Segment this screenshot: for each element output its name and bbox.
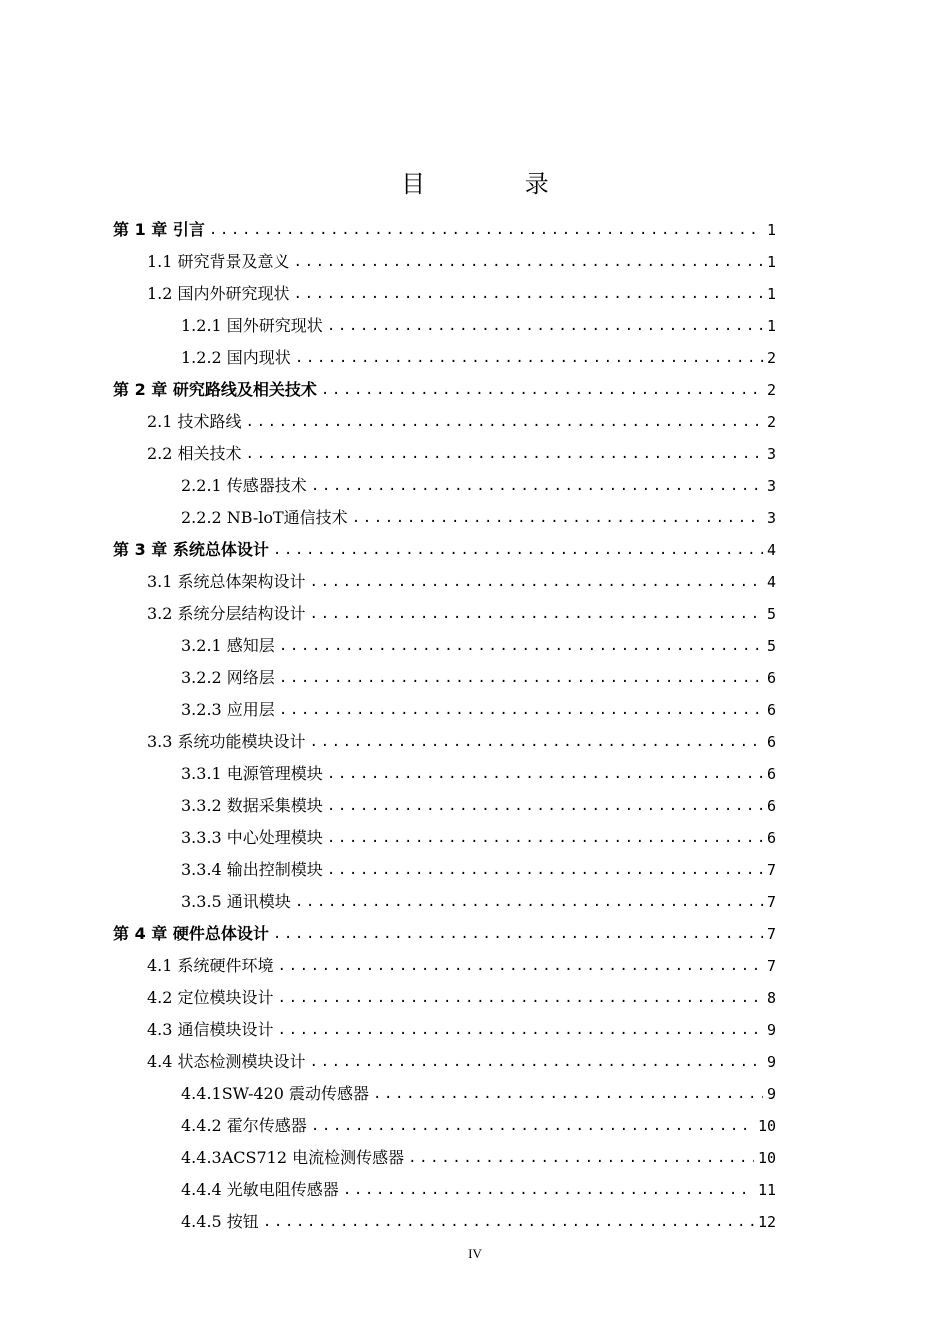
toc-entry-page: 3 — [766, 445, 776, 463]
toc-entry-label: 3.3 系统功能模块设计 — [147, 732, 306, 751]
page-number: IV — [468, 1246, 482, 1261]
toc-entry[interactable] — [181, 1172, 776, 1200]
toc-entry[interactable] — [181, 468, 776, 496]
toc-dot-leader — [352, 508, 763, 528]
toc-entry-label: 4.4.5 按钮 — [181, 1212, 259, 1231]
toc-entry-label: 1.1 研究背景及意义 — [147, 252, 290, 271]
toc-entry-page: 4 — [766, 541, 776, 559]
toc-entry-label: 1.2 国内外研究现状 — [147, 284, 290, 303]
toc-entry-label: 3.3.5 通讯模块 — [181, 892, 291, 911]
toc-entry-label: 4.4.1SW-420 震动传感器 — [181, 1084, 369, 1103]
toc-entry[interactable] — [181, 340, 776, 368]
toc-entry-label: 4.4.4 光敏电阻传感器 — [181, 1180, 339, 1199]
toc-entry-label: 1.2.2 国内现状 — [181, 348, 291, 367]
toc-dot-leader — [408, 1148, 754, 1168]
toc-entry-page: 6 — [766, 733, 776, 751]
toc-entry-label: 3.3.4 输出控制模块 — [181, 860, 323, 879]
toc-entry[interactable] — [181, 1108, 776, 1136]
toc-dot-leader — [321, 380, 763, 400]
toc-entry-page: 1 — [766, 221, 776, 239]
toc-entry[interactable] — [147, 564, 776, 592]
toc-entry[interactable] — [181, 1076, 776, 1104]
toc-entry-page: 6 — [766, 797, 776, 815]
toc-entry-label: 2.2 相关技术 — [147, 444, 242, 463]
toc-entry-page: 11 — [757, 1181, 776, 1199]
toc-entry-page: 3 — [766, 509, 776, 527]
toc-entry-page: 7 — [766, 925, 776, 943]
toc-entry-label: 3.2.3 应用层 — [181, 700, 275, 719]
toc-entry-page: 1 — [766, 285, 776, 303]
toc-entry-label: 3.3.1 电源管理模块 — [181, 764, 323, 783]
toc-entry[interactable] — [147, 724, 776, 752]
page-title: 目 录 — [401, 170, 595, 198]
toc-entry-page: 1 — [766, 317, 776, 335]
toc-entry[interactable] — [147, 948, 776, 976]
toc-dot-leader — [327, 828, 763, 848]
toc-entry-page: 9 — [766, 1021, 776, 1039]
toc-entry[interactable] — [181, 1140, 776, 1168]
toc-entry-label: 3.3.2 数据采集模块 — [181, 796, 323, 815]
toc-dot-leader — [327, 764, 763, 784]
toc-dot-leader — [278, 988, 763, 1008]
toc-dot-leader — [327, 316, 763, 336]
toc-entry-label: 2.2.1 传感器技术 — [181, 476, 307, 495]
toc-dot-leader — [343, 1180, 754, 1200]
toc-entry-label: 第 1 章 引言 — [113, 220, 205, 239]
toc-entry-page: 5 — [766, 637, 776, 655]
toc-entry[interactable] — [181, 660, 776, 688]
toc-entry-label: 3.2.1 感知层 — [181, 636, 275, 655]
toc-entry[interactable] — [181, 628, 776, 656]
toc-entry-label: 4.3 通信模块设计 — [147, 1020, 274, 1039]
toc-entry[interactable] — [147, 276, 776, 304]
toc-entry-label: 1.2.1 国外研究现状 — [181, 316, 323, 335]
toc-entry-page: 3 — [766, 477, 776, 495]
toc-entry-page: 8 — [766, 989, 776, 1007]
toc-entry[interactable] — [181, 1204, 776, 1232]
toc-entry-page: 7 — [766, 893, 776, 911]
toc-entry[interactable] — [147, 244, 776, 272]
toc-dot-leader — [327, 860, 763, 880]
toc-entry[interactable] — [147, 596, 776, 624]
toc-dot-leader — [311, 1116, 754, 1136]
toc-dot-leader — [278, 956, 763, 976]
toc-entry-label: 3.3.3 中心处理模块 — [181, 828, 323, 847]
toc-entry-page: 2 — [766, 381, 776, 399]
toc-dot-leader — [246, 444, 763, 464]
toc-dot-leader — [310, 1052, 763, 1072]
toc-entry-label: 第 3 章 系统总体设计 — [113, 540, 269, 559]
toc-dot-leader — [279, 668, 763, 688]
toc-entry[interactable] — [181, 820, 776, 848]
toc-dot-leader — [310, 604, 763, 624]
toc-dot-leader — [327, 796, 763, 816]
toc-entry-page: 7 — [766, 957, 776, 975]
toc-entry[interactable] — [147, 980, 776, 1008]
toc-dot-leader — [263, 1212, 754, 1232]
toc-entry[interactable] — [147, 1044, 776, 1072]
toc-entry-page: 6 — [766, 829, 776, 847]
toc-entry-page: 5 — [766, 605, 776, 623]
toc-entry-label: 4.4 状态检测模块设计 — [147, 1052, 306, 1071]
toc-entry-page: 10 — [757, 1149, 776, 1167]
toc-entry-page: 10 — [757, 1117, 776, 1135]
toc-dot-leader — [279, 636, 763, 656]
toc-dot-leader — [246, 412, 763, 432]
toc-entry-page: 1 — [766, 253, 776, 271]
toc-entry[interactable] — [147, 404, 776, 432]
toc-entry-page: 9 — [766, 1085, 776, 1103]
toc-entry-label: 4.1 系统硬件环境 — [147, 956, 274, 975]
toc-entry-page: 7 — [766, 861, 776, 879]
toc-entry-page: 4 — [766, 573, 776, 591]
toc-entry[interactable] — [181, 788, 776, 816]
toc-entry[interactable] — [113, 372, 776, 400]
toc-dot-leader — [278, 1020, 763, 1040]
toc-dot-leader — [310, 572, 763, 592]
toc-dot-leader — [373, 1084, 763, 1104]
toc-entry[interactable] — [181, 756, 776, 784]
toc-dot-leader — [295, 892, 763, 912]
toc-dot-leader — [294, 252, 763, 272]
toc-dot-leader — [294, 284, 763, 304]
toc-entry[interactable] — [113, 532, 776, 560]
toc-entry[interactable] — [181, 852, 776, 880]
toc-entry[interactable] — [181, 308, 776, 336]
toc-entry-label: 2.1 技术路线 — [147, 412, 242, 431]
toc-entry-label: 3.1 系统总体架构设计 — [147, 572, 306, 591]
toc-entry-label: 4.4.3ACS712 电流检测传感器 — [181, 1148, 405, 1167]
toc-entry[interactable] — [181, 884, 776, 912]
toc-entry-page: 2 — [766, 349, 776, 367]
toc-entry-page: 6 — [766, 765, 776, 783]
toc-entry-page: 12 — [757, 1213, 776, 1231]
toc-entry-page: 2 — [766, 413, 776, 431]
toc-entry-label: 4.4.2 霍尔传感器 — [181, 1116, 307, 1135]
toc-entry[interactable] — [113, 916, 776, 944]
toc-entry[interactable] — [147, 1012, 776, 1040]
toc-entry-label: 第 4 章 硬件总体设计 — [113, 924, 269, 943]
toc-entry-label: 3.2 系统分层结构设计 — [147, 604, 306, 623]
toc-entry[interactable] — [181, 500, 776, 528]
toc-entry-page: 6 — [766, 701, 776, 719]
toc-dot-leader — [311, 476, 763, 496]
toc-dot-leader — [273, 540, 763, 560]
toc-entry-label: 4.2 定位模块设计 — [147, 988, 274, 1007]
toc-entry[interactable] — [147, 436, 776, 464]
toc-dot-leader — [279, 700, 763, 720]
toc-dot-leader — [310, 732, 763, 752]
toc-entry[interactable] — [113, 212, 776, 240]
toc-dot-leader — [273, 924, 763, 944]
toc-entry-label: 3.2.2 网络层 — [181, 668, 275, 687]
toc-entry[interactable] — [181, 692, 776, 720]
toc-entry-page: 9 — [766, 1053, 776, 1071]
toc-entry-page: 6 — [766, 669, 776, 687]
toc-entry-label: 2.2.2 NB-loT通信技术 — [181, 508, 348, 527]
toc-entry-label: 第 2 章 研究路线及相关技术 — [113, 380, 317, 399]
toc-dot-leader — [209, 220, 763, 240]
toc-dot-leader — [295, 348, 763, 368]
